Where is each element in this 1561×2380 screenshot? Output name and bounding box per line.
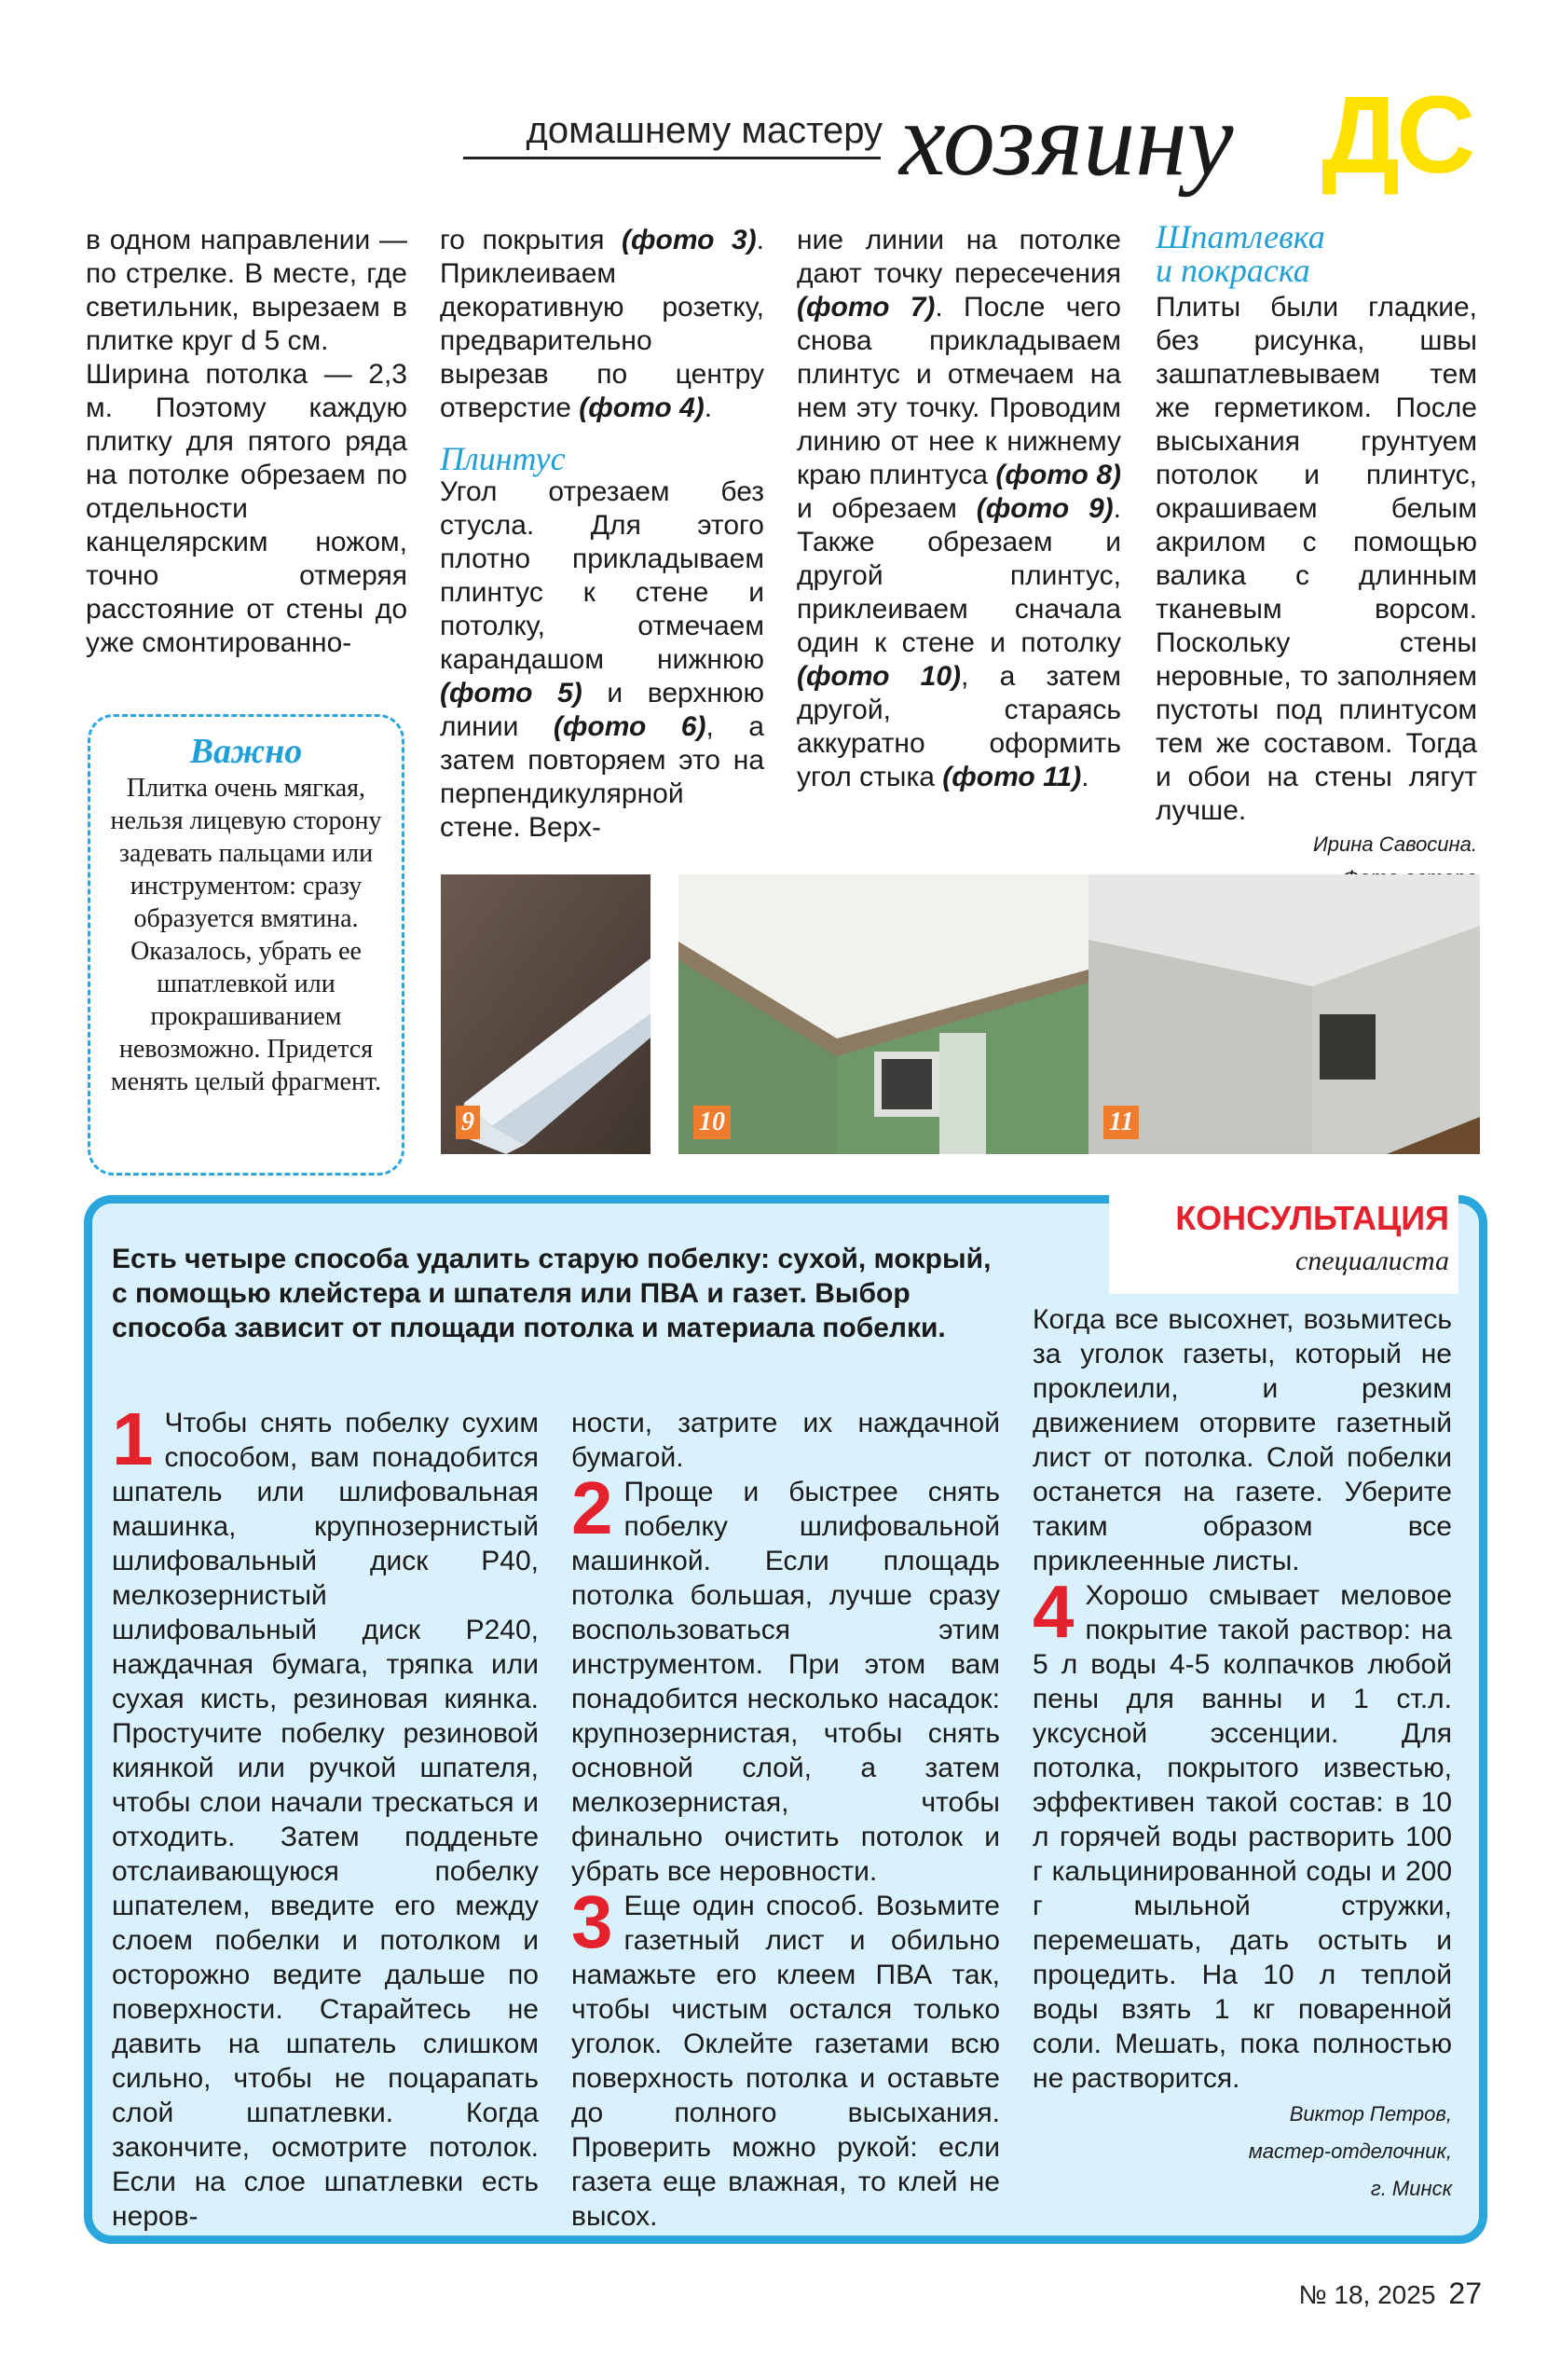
page-number: 27 xyxy=(1448,2277,1482,2310)
text-run: . xyxy=(704,392,713,423)
method-4 xyxy=(1033,1570,1452,2096)
col1-paragraph-1: в одном направлении — по стрелке. В месте, где светильник, вырезаем в плитке круг d 5 см. xyxy=(86,225,407,356)
section-title: хозяину xyxy=(899,82,1234,198)
photo-ref: (фото 9) xyxy=(976,493,1114,524)
photo-ref: (фото 6) xyxy=(553,711,706,742)
col3-paragraph xyxy=(797,224,1121,794)
photo-11-image xyxy=(1089,874,1480,1154)
photo-ref: (фото 8) xyxy=(995,460,1121,490)
method-number: 1 xyxy=(112,1397,154,1480)
col2-paragraph-2 xyxy=(440,475,764,845)
photo-11-label: 11 xyxy=(1103,1106,1139,1139)
expert-city: г. Минск xyxy=(1370,2177,1452,2200)
col2-paragraph-1 xyxy=(440,224,764,425)
photo-ref: (фото 4) xyxy=(579,392,705,423)
photo-10-image xyxy=(678,874,1089,1154)
column-1 xyxy=(86,224,407,660)
consult-column-1 xyxy=(112,1397,539,2234)
column-4 xyxy=(1156,220,1477,895)
photo-9-label: 9 xyxy=(456,1106,480,1139)
consult-column-2 xyxy=(571,1406,1000,2234)
photo-11 xyxy=(1089,874,1480,1154)
photo-ref: (фото 7) xyxy=(797,292,936,323)
text-run: го покрытия xyxy=(440,225,623,255)
expert-role: мастер-отделочник, xyxy=(1248,2139,1452,2163)
rubric-label: домашнему мастеру xyxy=(526,110,883,151)
method-number: 4 xyxy=(1033,1570,1075,1653)
photo-ref: (фото 10) xyxy=(797,661,962,692)
subhead-putty: Шпатлевка xyxy=(1156,218,1325,255)
text-run: , а затем повторяем это на перпендикулярной стене. Верх- xyxy=(440,711,764,843)
text-run: , а затем другой, стараясь аккуратно оформить угол стыка xyxy=(797,661,1121,792)
important-text: Плитка очень мягкая, нельзя лицевую сторону задевать пальцами или инструментом: сразу образуется вмятина. Оказалось, убрать ее шпатлевкой или прокрашиванием невозможно. Придется менять целый фрагмент. xyxy=(110,774,382,1096)
method-1-continued: ности, затрите их наждачной бумагой. xyxy=(571,1408,1000,1473)
photo-10 xyxy=(678,874,1089,1154)
author-signature: Ирина Савосина. xyxy=(1313,832,1477,856)
magazine-logo: ДС xyxy=(1321,74,1472,197)
method-3 xyxy=(571,1880,1000,2234)
text-run: и верхнюю линии xyxy=(440,678,764,742)
rubric-underline xyxy=(463,157,881,159)
method-text: Хорошо смывает меловое покрытие такой раствор: на 5 л воды 4-5 колпачков любой пены для ванны и 1 ст.л. уксусной эссенции. Для потолка, покрытого известью, эффективен такой состав: в 10 л горячей воды растворить 100 г кальцинированной соды и 200 г мыльной стружки, перемешать, дать остыть и процедить. На 10 л теплой воды взять 1 кг поваренной соли. Мешать, пока полностью не растворится. xyxy=(1033,1580,1452,2094)
method-1 xyxy=(112,1397,539,2234)
subhead-painting: и покраска xyxy=(1156,252,1310,289)
photo-9 xyxy=(441,874,650,1154)
method-number: 2 xyxy=(571,1466,613,1549)
col4-paragraph: Плиты были гладкие, без рисунка, швы зашпатлевываем тем же герметиком. После высыхания грунтуем потолок и плинтус, окрашиваем белым акрилом с помощью валика с длинным тканевым ворсом. Поскольку стены неровные, то заполняем пустоты под плинтусом тем же составом. Тогда и обои на стены лягут лучше. xyxy=(1156,292,1477,826)
subhead-baseboard: Плинтус xyxy=(440,440,566,477)
column-2 xyxy=(440,224,764,845)
photo-ref: (фото 5) xyxy=(440,678,582,708)
method-text: Еще один способ. Возьмите газетный лист и обильно намажьте его клеем ПВА так, чтобы чистым осталcя только уголок. Оклейте газетами всю поверхность потолка и оставьте до полного высыхания. Проверить можно рукой: если газета еще влажная, то клей не высох. xyxy=(571,1891,1000,2232)
text-run: и обрезаем xyxy=(797,493,977,524)
photo-ref: (фото 3) xyxy=(622,225,757,255)
photo-ref: (фото 11) xyxy=(942,762,1082,792)
page-footer xyxy=(1249,2275,1482,2314)
method-3-continued: Когда все высохнет, возьмитесь за уголок газеты, который не проклеили, и резким движением оторвите газетный лист от потолка. Слой побелки останется на газете. Уберите таким образом все приклеенные листы. xyxy=(1033,1304,1452,1576)
text-run: . xyxy=(1081,762,1089,792)
method-text: Проще и быстрее снять побелку шлифовальной машинкой. Если площадь потолка большая, лучше сразу воспользоваться этим инструментом. При этом вам понадобится несколько насадок: крупнозернистая, чтобы снять основной слой, а затем мелкозернистая, чтобы финально очистить потолок и убрать все неровности. xyxy=(571,1477,1000,1887)
photo-10-label: 10 xyxy=(693,1106,731,1139)
consultation-lead: Есть четыре способа удалить старую побелку: сухой, мокрый, с помощью клейстера и шпателя или ПВА и газет. Выбор способа зависит от площади потолка и материала побелки. xyxy=(112,1244,992,1343)
consultation-title: КОНСУЛЬТАЦИЯ xyxy=(1175,1199,1449,1237)
consult-column-3 xyxy=(1033,1302,1452,2208)
column-3 xyxy=(797,224,1121,794)
text-run: ние линии на потолке дают точку пересечения xyxy=(797,225,1121,289)
col1-paragraph-2: Ширина потолка — 2,3 м. Поэтому каждую плитку для пятого ряда на потолке обрезаем по отдельности канцелярским ножом, точно отмеряя расстояние от стены до уже смонтированно- xyxy=(86,359,407,658)
text-run: . Приклеиваем декоративную розетку, предварительно вырезав по центру отверстие xyxy=(440,225,764,423)
text-run: Угол отрезаем без стусла. Для этого плотно прикладываем плинтус к стене и потолку, отмечаем карандашом нижнюю xyxy=(440,476,764,675)
text-run: . Также обрезаем и другой плинтус, приклеиваем сначала один к стене и потолку xyxy=(797,493,1121,658)
consultation-subtitle: специалиста xyxy=(1294,1245,1449,1276)
method-2 xyxy=(571,1466,1000,1889)
method-number: 3 xyxy=(571,1880,613,1963)
issue-number: № 18, 2025 xyxy=(1298,2280,1436,2309)
text-run: . После чего снова прикладываем плинтус и отмечаем на нем эту точку. Проводим линию от нее к нижнему краю плинтуса xyxy=(797,292,1121,490)
expert-name: Виктор Петров, xyxy=(1289,2102,1452,2125)
method-text: Чтобы снять побелку сухим способом, вам понадобится шпатель или шлифовальная машинка, крупнозернистый шлифовальный диск Р40, мелкозернистый шлифовальный диск Р240, наждачная бумага, тряпка или сухая кисть, резиновая киянка. Простучите побелку резиновой киянкой или ручкой шпателя, чтобы слои начали трескаться и отходить. Затем подденьте отслаивающуюся побелку шпателем, введите его между слоем побелки и потолком и осторожно ведите дальше по поверхности. Старайтесь не давить на шпатель слишком сильно, чтобы не поцарапать слой шпатлевки. Когда закончите, осмотрите потолок. Если на слое шпатлевки есть неров- xyxy=(112,1408,539,2232)
important-title: Важно xyxy=(189,732,303,771)
